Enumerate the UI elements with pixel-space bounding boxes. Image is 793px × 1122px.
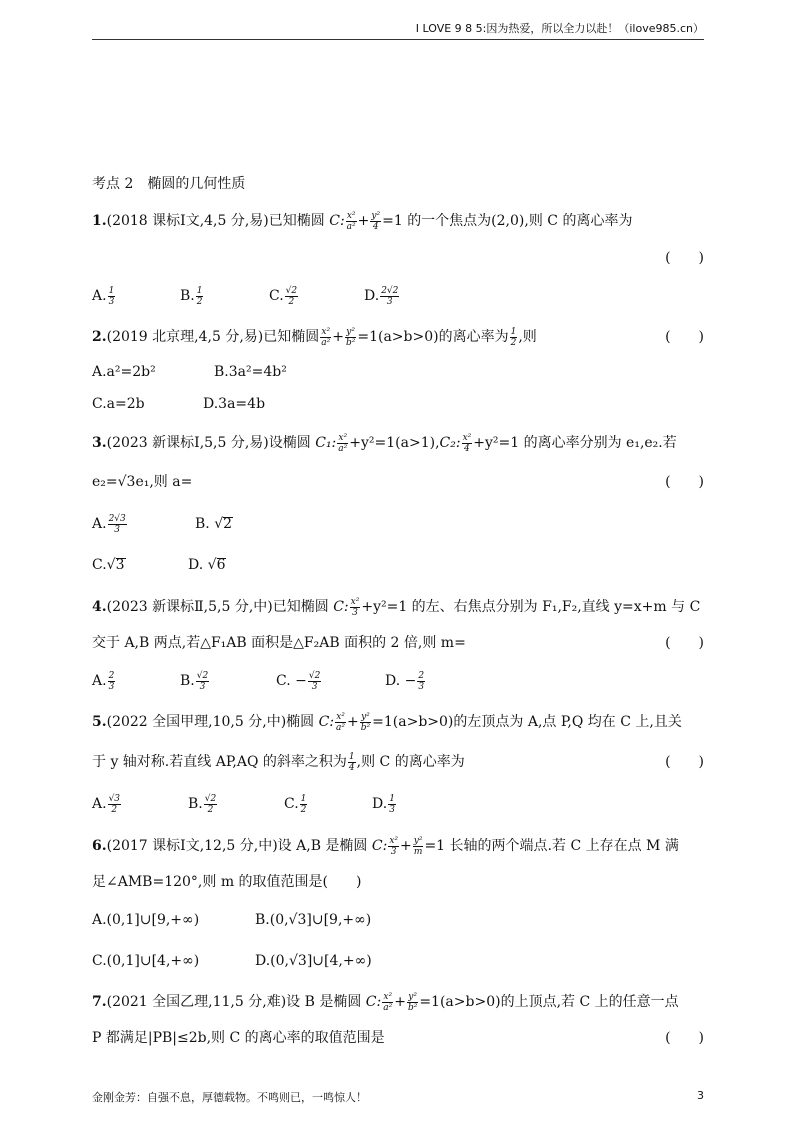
question-3-options-ab: A. $\frac{2√3}{3}$ B. √2 — [92, 513, 233, 535]
question-6-line2: 足∠AMB=120°,则 m 的取值范围是( ) — [92, 874, 362, 890]
question-2-options-ab: A.a²=2b² B.3a²=4b² — [92, 364, 287, 380]
question-2-options-cd: C.a=2b D.3a=4b — [92, 396, 266, 412]
question-4: 4.(2023 新课标Ⅱ,5,5 分,中)已知椭圆 C: $\frac{\text{x²}}{3}$ +y²=1 的左、右焦点分别为 F₁,F₂,直线 y=x+m 与 C — [92, 596, 701, 618]
question-1-paren: ( ) — [665, 250, 704, 266]
page-header: I LOVE 9 8 5:因为热爱，所以全力以赴！（ilove985.cn） — [92, 22, 704, 40]
question-4-options: A. $\frac{2}{3}$ B. $\frac{√2}{3}$ C. − $\frac{√2}{3}$ D. − $\frac{2}{3}$ — [92, 670, 425, 692]
question-3: 3.(2023 新课标Ⅰ,5,5 分,易)设椭圆 C₁: $\frac{\text{x²}}{\text{a²}}$ +y²=1(a>1),C₂: $\frac{\text{x²}}{4}$ +y²=1 的离心率分别为 e₁,e₂.若 — [92, 432, 677, 454]
page-footer — [92, 1089, 704, 1105]
question-6: 6.(2017 课标Ⅰ文,12,5 分,中)设 A,B 是椭圆 C: $\frac{\text{x²}}{3}$ + $\frac{\text{y²}}{m}$ =1 长轴的两个端点.若 C 上存在点 M 满 — [92, 835, 679, 857]
question-7: 7.(2021 全国乙理,11,5 分,难)设 B 是椭圆 C: $\frac{\text{x²}}{\text{a²}}$ + $\frac{\text{y²}}{\text{b²}}$ =1(a>b>0)的上顶点,若 C 上的任意一点 — [92, 991, 679, 1013]
question-5-options: A. $\frac{√3}{2}$ B. $\frac{√2}{2}$ C. $\frac{1}{2}$ D. $\frac{1}{3}$ — [92, 793, 395, 815]
question-1: 1.(2018 课标Ⅰ文,4,5 分,易)已知椭圆 C: $\frac{\text{x²}}{\text{a²}}$ + $\frac{\text{y²}}{4}$ =1 的一个焦点为(2,0),则 C 的离心率为 — [92, 210, 633, 232]
question-6-options-ab: A.(0,1]∪[9,+∞) B.(0,√3]∪[9,+∞) — [92, 912, 372, 928]
page-number: 3 — [697, 1089, 704, 1102]
question-4-line2: 交于 A,B 两点,若△F₁AB 面积是△F₂AB 面积的 2 倍,则 m= ( ) — [92, 635, 704, 651]
question-2: 2.(2019 北京理,4,5 分,易)已知椭圆 $\frac{\text{x²}}{\text{a²}}$ + $\frac{\text{y²}}{\text{b²}}$ =1(a>b>0)的离心率为 $\frac{1}{2}$ ,则 ( ) — [92, 326, 704, 348]
question-6-options-cd: C.(0,1]∪[4,+∞) D.(0,√3]∪[4,+∞) — [92, 953, 372, 969]
footer-motto: 金刚金芳：自强不息，厚德载物。不鸣则已，一鸣惊人！ — [92, 1091, 367, 1104]
question-3-line2: e₂=√3e₁,则 a= ( ) — [92, 474, 704, 490]
question-3-options-cd: C.√3 D. √6 — [92, 557, 226, 573]
question-5: 5.(2022 全国甲理,10,5 分,中)椭圆 C: $\frac{\text{x²}}{\text{a²}}$ + $\frac{\text{y²}}{\text{b²}}$ =1(a>b>0)的左顶点为 A,点 P,Q 均在 C 上,且关 — [92, 711, 682, 733]
question-5-line2: 于 y 轴对称.若直线 AP,AQ 的斜率之积为 $\frac{1}{4}$ ,则 C 的离心率为 ( ) — [92, 751, 704, 773]
question-1-options: A. $\frac{1}{3}$ B. $\frac{1}{2}$ C. $\frac{√2}{2}$ D. $\frac{2√2}{3}$ — [92, 285, 399, 307]
question-7-line2: P 都满足|PB|≤2b,则 C 的离心率的取值范围是 ( ) — [92, 1030, 704, 1046]
section-title: 考点 2 椭圆的几何性质 — [92, 176, 246, 192]
